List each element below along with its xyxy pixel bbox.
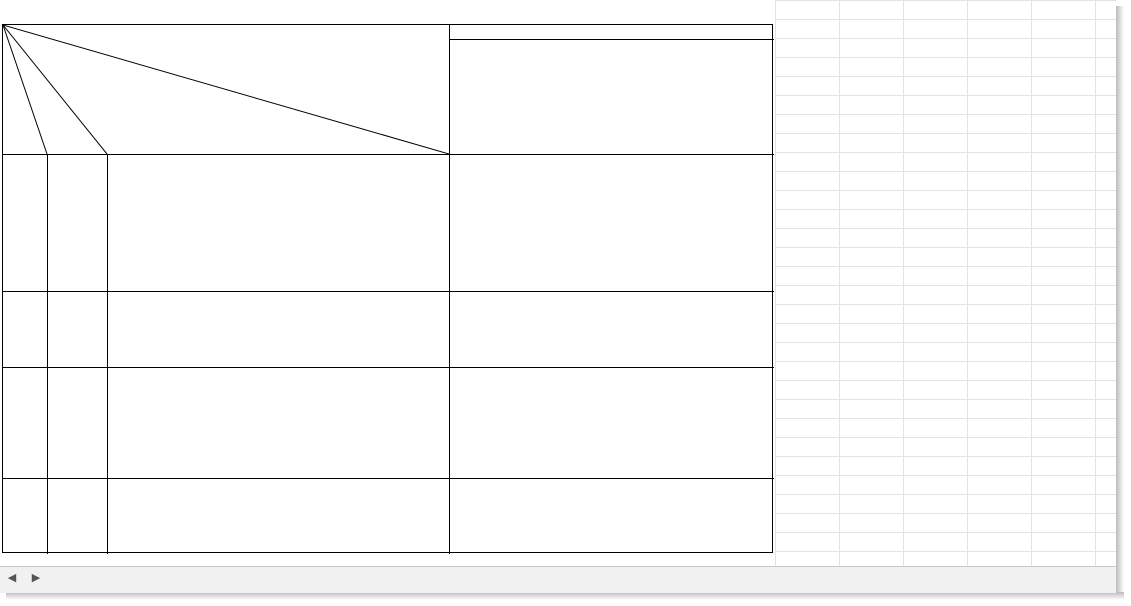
- tab-scroll-left-icon[interactable]: ◀: [7, 571, 17, 584]
- header-diagonals: [3, 25, 449, 154]
- tab-scroll-right-icon[interactable]: ▶: [31, 571, 41, 584]
- window-shadow-bottom: [6, 592, 1124, 600]
- empty-grid-cells[interactable]: [775, 0, 1116, 566]
- guide-table[interactable]: [2, 24, 773, 553]
- window-shadow-right: [1116, 6, 1124, 598]
- sheet-tab-bar: [0, 566, 1116, 593]
